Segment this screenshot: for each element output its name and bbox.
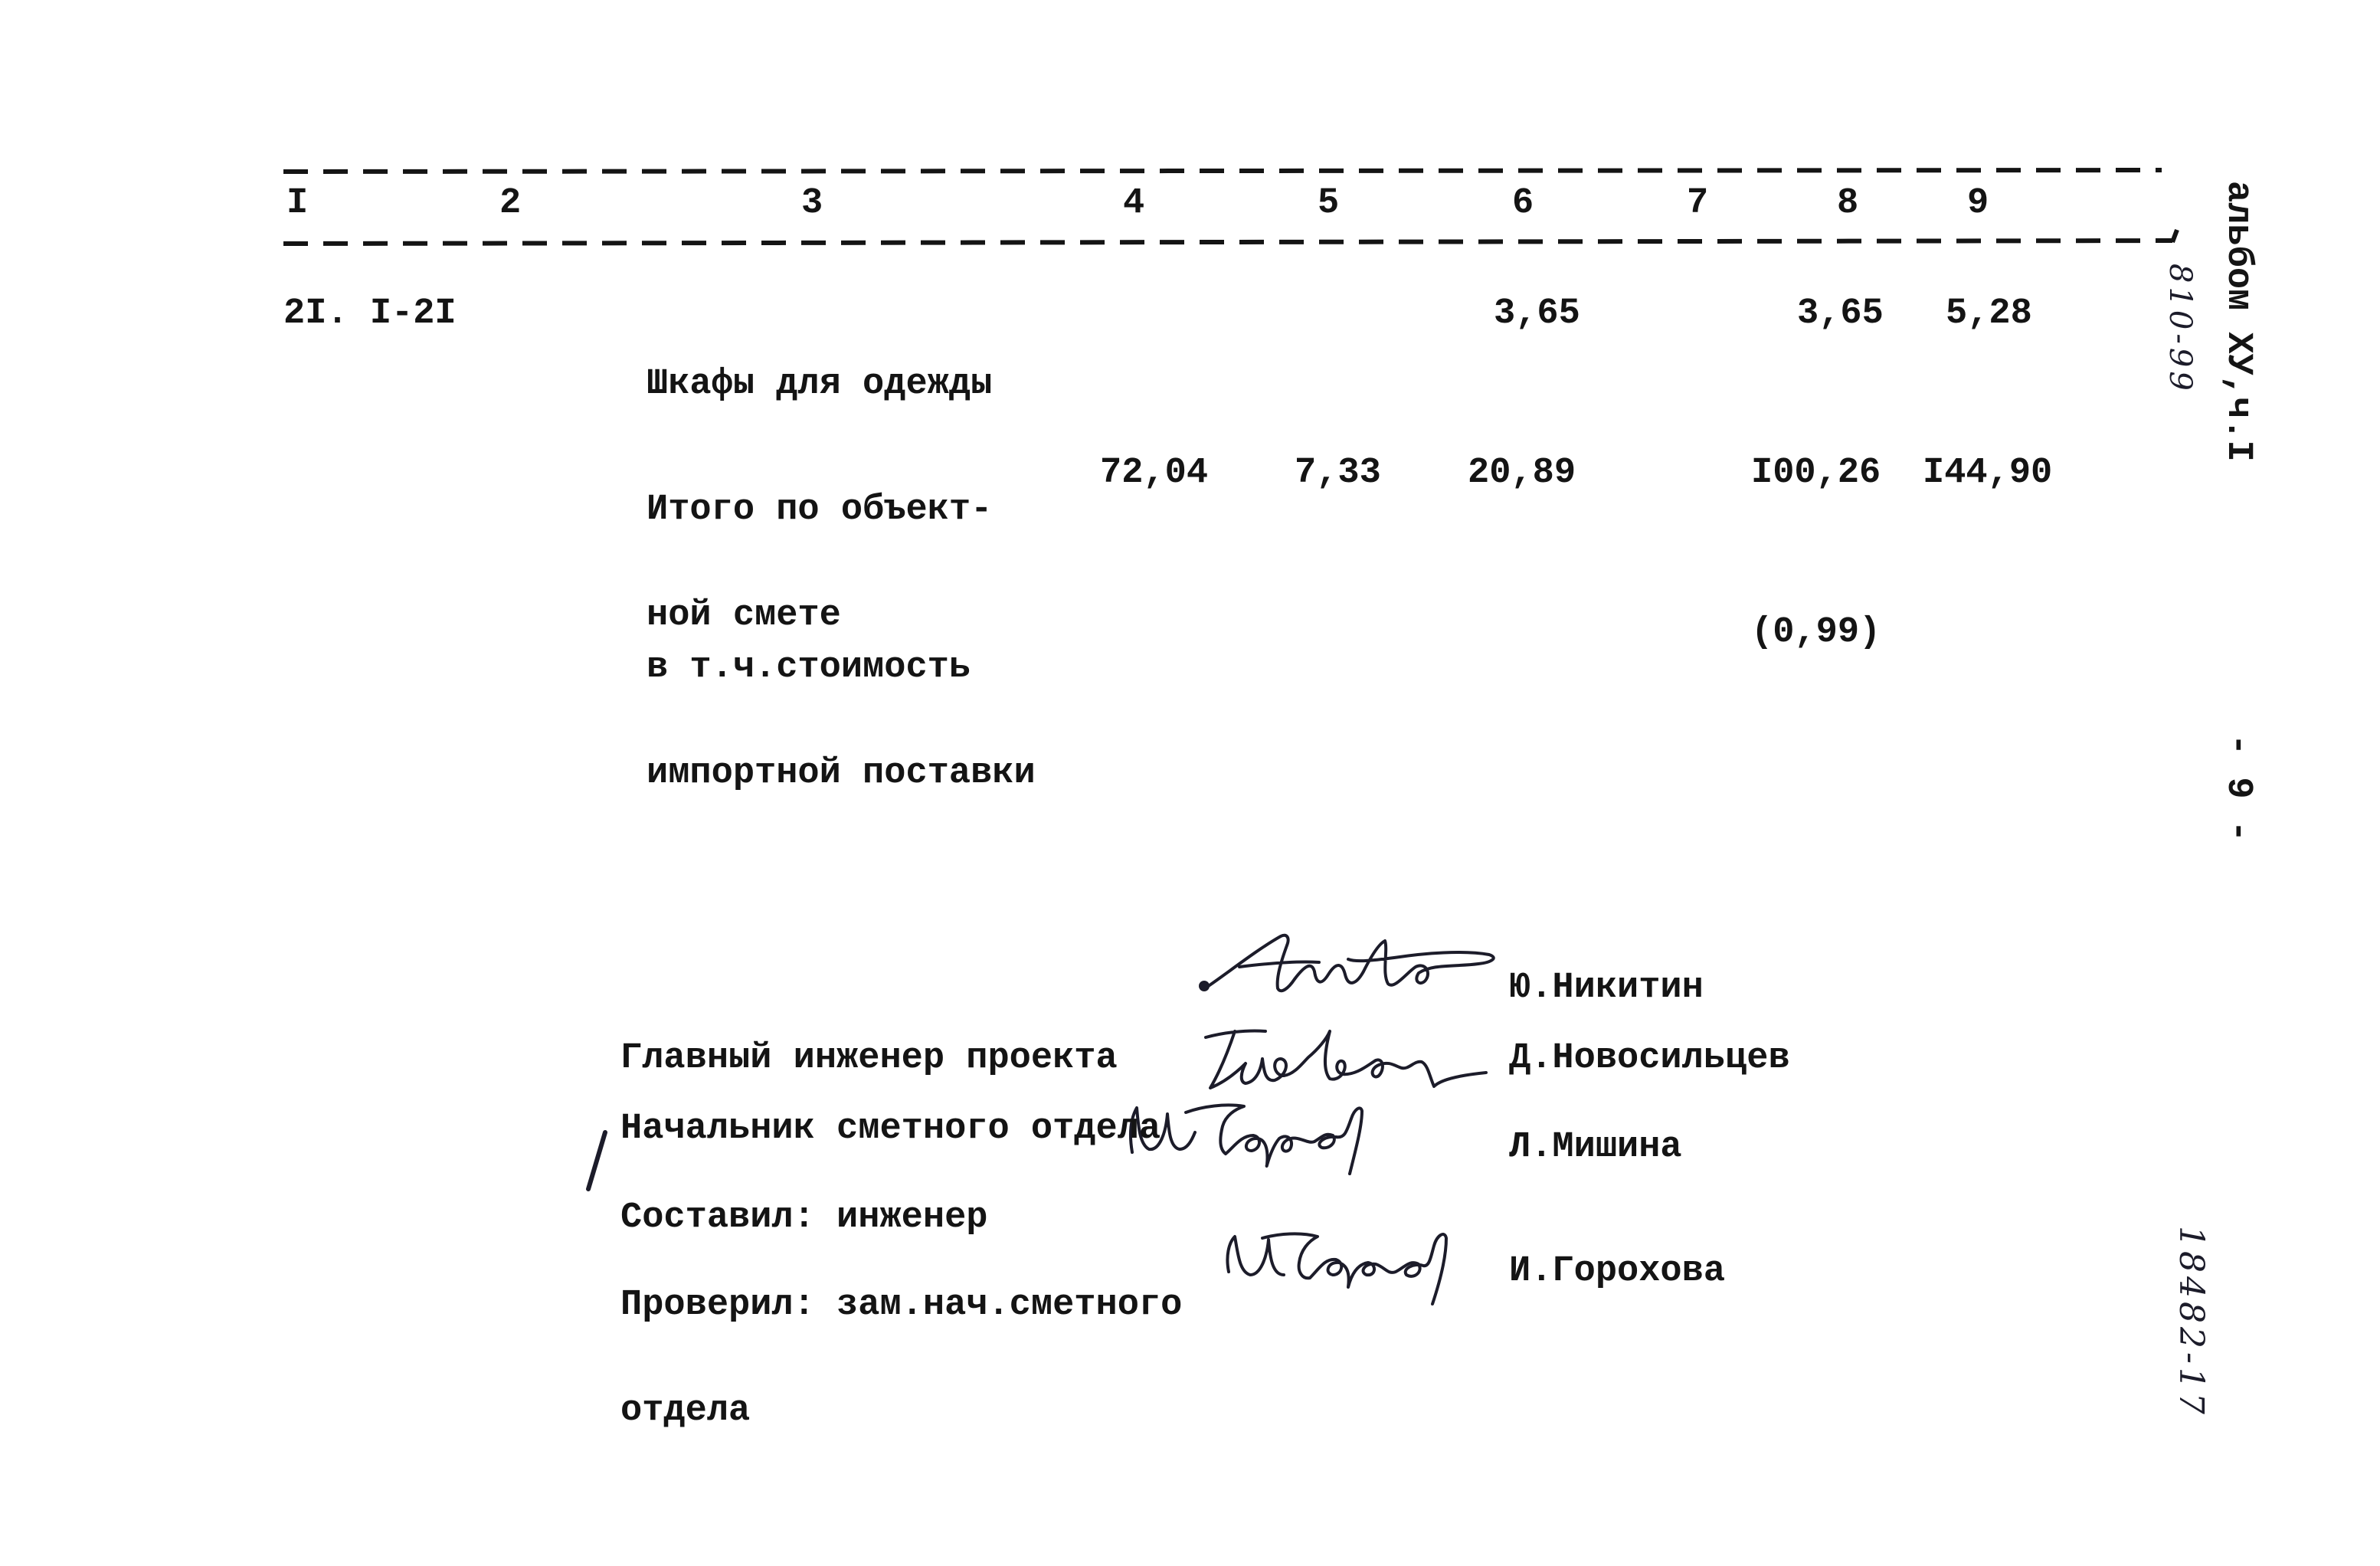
signature-compiler	[1131, 1105, 1362, 1174]
column-number-8: 8	[1837, 183, 1859, 224]
cell-col5: 7,33	[1295, 453, 1381, 493]
handwritten-note-top: 810-99	[2162, 264, 2198, 395]
column-number-5: 5	[1318, 183, 1340, 224]
row-code: 2I. I-2I	[283, 293, 457, 334]
row-name-line: Итого по объект-	[647, 490, 993, 530]
signer-role-line: Составил: инженер	[620, 1197, 988, 1238]
table-rule-top	[283, 170, 2162, 172]
cell-col6: 3,65	[1494, 293, 1580, 334]
table-rule-header-bottom	[283, 241, 2172, 244]
row-name-line: импортной поставки	[647, 753, 1036, 794]
cell-col9: I44,90	[1923, 453, 2053, 493]
cell-col9: 5,28	[1946, 293, 2032, 334]
cell-col8: (0,99)	[1751, 612, 1881, 653]
column-number-2: 2	[499, 183, 522, 224]
signature-checker	[1227, 1233, 1446, 1304]
signer-name: И.Горохова	[1509, 1251, 1726, 1292]
column-number-1: I	[286, 183, 309, 224]
page-number: - 9 -	[2218, 734, 2258, 843]
row-name-line: Шкафы для одежды	[647, 364, 993, 405]
cell-col8: 3,65	[1797, 293, 1884, 334]
signer-role-line: Проверил: зам.нач.сметного	[620, 1285, 1183, 1325]
signer-name: Л.Мишина	[1509, 1127, 1682, 1168]
handwritten-note-bottom: 18482-17	[2172, 1226, 2211, 1418]
column-number-9: 9	[1967, 183, 1989, 224]
signer-name: Д.Новосильцев	[1509, 1038, 1790, 1079]
signer-role-line: отдела	[620, 1391, 751, 1431]
row-name-line: ной смете	[647, 595, 841, 636]
signer-role	[620, 1217, 1182, 1499]
column-number-4: 4	[1123, 183, 1145, 224]
signature-chief-engineer	[1199, 935, 1494, 991]
table-rule-end-tick	[2172, 230, 2177, 242]
signature-head-estimating	[1206, 1030, 1486, 1088]
column-number-3: 3	[801, 183, 823, 224]
cell-col8: I00,26	[1751, 453, 1881, 493]
album-reference: альбом ХУ,ч.I	[2218, 181, 2258, 462]
signer-name: Ю.Никитин	[1509, 968, 1704, 1008]
signer-role-line: Начальник сметного отдела	[620, 1109, 1161, 1149]
cell-col4: 72,04	[1100, 453, 1209, 493]
row-name	[647, 580, 1036, 862]
column-number-7: 7	[1687, 183, 1709, 224]
margin-slash-mark	[588, 1132, 605, 1189]
row-name-line: в т.ч.стоимость	[647, 647, 971, 688]
signature-stroke	[1207, 935, 1494, 991]
column-number-6: 6	[1512, 183, 1534, 224]
signer-role-line: Главный инженер проекта	[620, 1038, 1118, 1079]
cell-col6: 20,89	[1468, 453, 1576, 493]
